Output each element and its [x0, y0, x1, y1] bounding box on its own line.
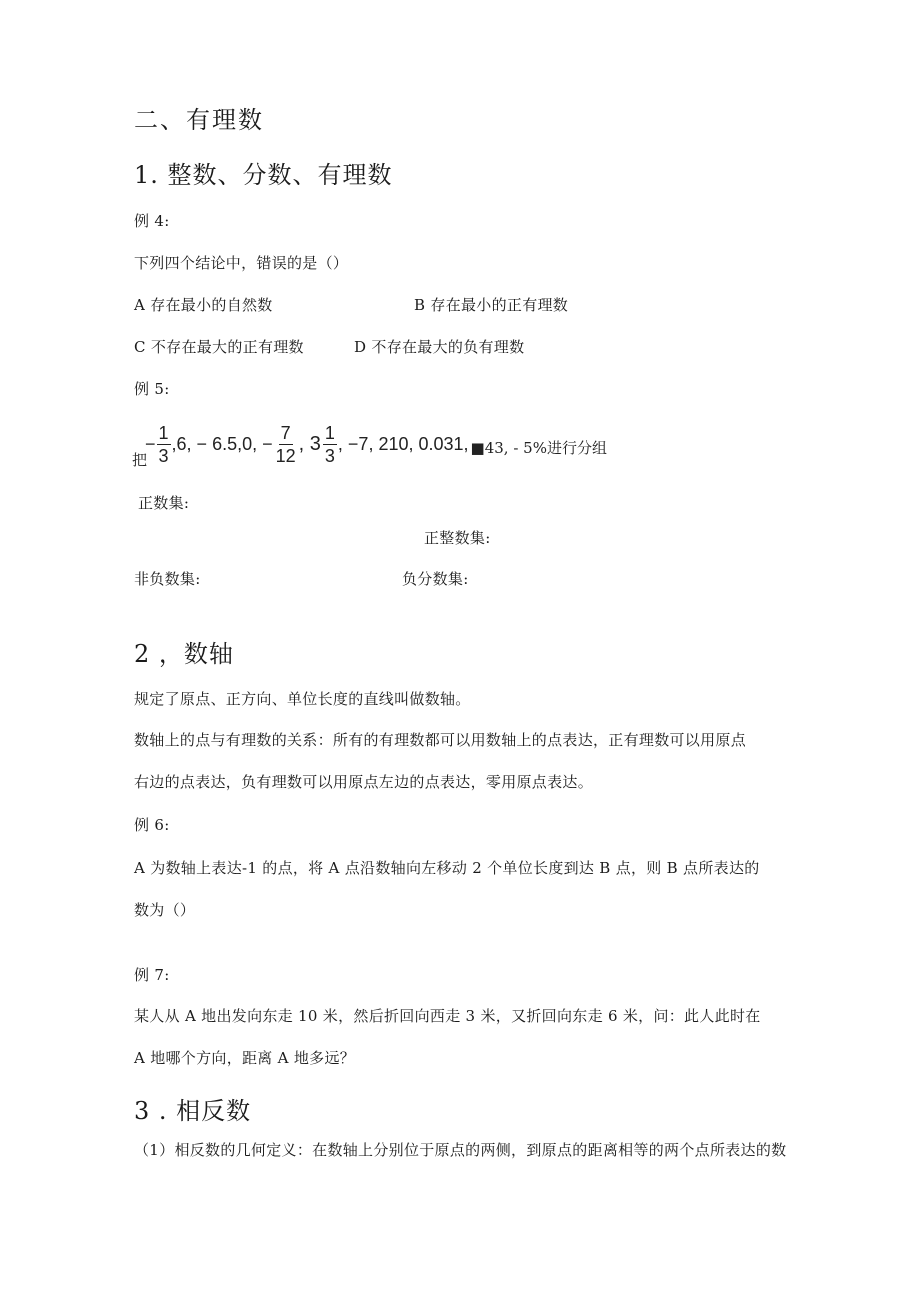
option-d: D 不存在最大的负有理数 — [354, 338, 525, 356]
mixed-number-whole: , 3 — [298, 432, 321, 455]
example-7-line-2: A 地哪个方向，距离 A 地多远？ — [134, 1049, 356, 1067]
example-4-question: 下列四个结论中，错误的是（） — [134, 254, 349, 272]
fraction-numerator: 1 — [324, 422, 335, 443]
example-5-label: 例 5: — [134, 380, 170, 398]
fraction-denominator: 3 — [158, 445, 169, 466]
example-6-label: 例 6: — [134, 816, 170, 834]
fraction-one-third — [157, 424, 171, 465]
expression-prefix: 把 — [132, 451, 148, 469]
set-positive: 正数集: — [138, 494, 190, 512]
opposite-numbers-definition: （1）相反数的几何定义：在数轴上分别位于原点的两侧，到原点的距离相等的两个点所表达的数 — [134, 1141, 787, 1159]
example-6-line-2: 数为（） — [134, 901, 196, 919]
fraction-mixed-third — [323, 424, 337, 465]
heading-integers-fractions: 1. 整数、分数、有理数 — [134, 161, 393, 189]
section-title: 二、有理数 — [134, 106, 264, 134]
heading-opposite-numbers: 3 . 相反数 — [134, 1097, 252, 1125]
number-line-definition: 规定了原点、正方向、单位长度的直线叫做数轴。 — [134, 690, 471, 708]
option-b: B 存在最小的正有理数 — [414, 296, 569, 314]
expression-terms: ,6, − 6.5,0, − — [171, 433, 273, 454]
option-a: A 存在最小的自然数 — [134, 296, 273, 314]
fraction-numerator: 7 — [280, 422, 291, 443]
example-7-label: 例 7: — [134, 966, 170, 984]
set-negative-fractions: 负分数集: — [402, 570, 469, 588]
example-5-expression — [132, 416, 607, 472]
expression-tail: ■43, - 5%进行分组 — [470, 438, 607, 457]
number-line-relation-1: 数轴上的点与有理数的关系：所有的有理数都可以用数轴上的点表达，正有理数可以用原点 — [134, 731, 747, 749]
example-4-label: 例 4: — [134, 212, 170, 230]
fraction-numerator: 1 — [158, 422, 169, 443]
heading-number-line: 2 ，数轴 — [134, 640, 234, 668]
option-c: C 不存在最大的正有理数 — [134, 338, 304, 356]
set-non-negative: 非负数集: — [134, 570, 201, 588]
example-7-line-1: 某人从 A 地出发向东走 10 米，然后折回向西走 3 米，又折回向东走 6 米，问：此人此时在 — [134, 1007, 761, 1025]
number-line-relation-2: 右边的点表达，负有理数可以用原点左边的点表达，零用原点表达。 — [134, 773, 594, 791]
expression-terms: , −7, 210, 0.031, — [337, 433, 469, 454]
set-positive-integers: 正整数集: — [424, 529, 491, 547]
fraction-denominator: 3 — [324, 445, 335, 466]
fraction-denominator: 12 — [275, 445, 296, 466]
minus-sign: − — [145, 433, 156, 454]
example-6-line-1: A 为数轴上表达-1 的点，将 A 点沿数轴向左移动 2 个单位长度到达 B 点，则 B 点所表达的 — [134, 859, 760, 877]
fraction-seven-twelfths — [274, 424, 298, 465]
